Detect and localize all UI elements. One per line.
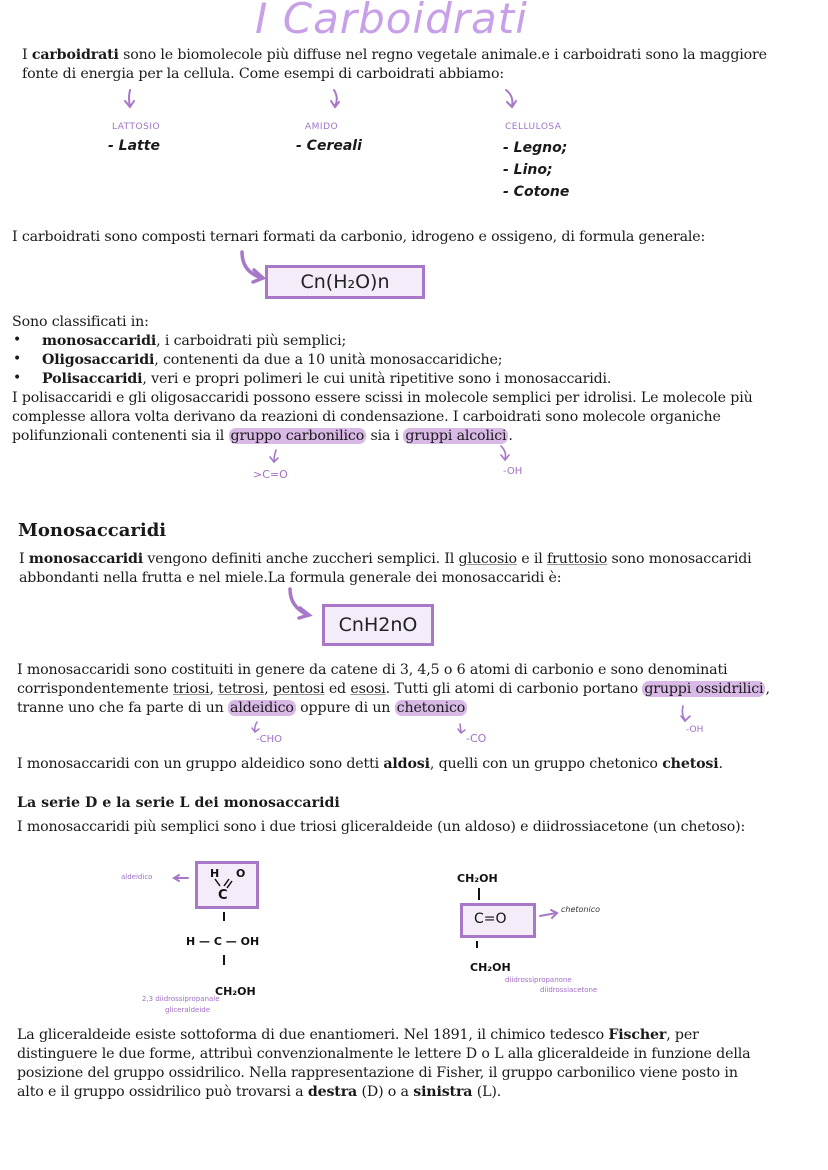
example-item: - Lino; <box>503 162 553 178</box>
arrow-right-icon <box>538 910 560 920</box>
bullet-icon: • <box>13 370 22 386</box>
paragraph-line: I monosaccaridi vengono definiti anche zuccheri semplici. Il glucosio e il fruttosio sono monosaccaridi <box>19 551 752 567</box>
paragraph-line: corrispondentemente triosi, tetrosi, pentosi ed esosi. Tutti gli atomi di carbonio portano gruppi ossidrilici , <box>17 681 770 697</box>
chem-row: C=O <box>474 911 507 927</box>
paragraph-line: distinguere le due forme, attribuì convenzionalmente le lettere D o L alla gliceraldeide in funzione della <box>17 1046 751 1062</box>
aldose-name: 2,3 diidrossipropanale <box>142 995 220 1003</box>
arrow-icon <box>498 444 512 462</box>
arrow-icon <box>250 720 262 734</box>
paragraph-line: alto e il gruppo ossidrilico può trovarsi a destra (D) o a sinistra (L). <box>17 1084 502 1100</box>
label-chetonico: chetonico <box>561 905 601 914</box>
highlight-aldeidico: aldeidico <box>230 700 294 716</box>
ketose-name: diidrossiacetone <box>540 986 598 994</box>
paragraph-line: I monosaccaridi più semplici sono i due triosi gliceraldeide (un aldoso) e diidrossiacetone (un chetoso): <box>17 819 746 835</box>
intro-line-1: I carboidrati sono le biomolecole più diffuse nel regno vegetale animale.e i carboidrati sono la maggiore <box>22 47 767 63</box>
arrow-icon <box>120 88 140 110</box>
bond-line <box>478 888 480 900</box>
example-name-cellulosa: CELLULOSA <box>505 122 562 132</box>
paragraph-line: I monosaccaridi con un gruppo aldeidico sono detti aldosi, quelli con un gruppo chetonico chetosi. <box>17 756 723 772</box>
section-heading: Monosaccaridi <box>18 520 167 541</box>
classification-intro: Sono classificati in: <box>12 314 149 330</box>
subsection-heading: La serie D e la serie L dei monosaccaridi <box>17 795 340 811</box>
term-carboidrati: carboidrati <box>31 47 119 63</box>
chem-row: CH₂OH <box>215 985 256 998</box>
page-title: I Carboidrati <box>255 0 528 43</box>
composition-text: I carboidrati sono composti ternari formati da carbonio, idrogeno e ossigeno, di formula generale: <box>12 229 706 245</box>
intro-line-2: fonte di energia per la cellula. Come esempi di carboidrati abbiamo: <box>22 66 504 82</box>
bond-line <box>223 955 225 965</box>
bond-line <box>223 912 225 921</box>
note-carbonyl: >C=O <box>253 468 288 481</box>
arrow-icon <box>268 448 282 464</box>
ketose-name: diidrossipropanone <box>505 976 572 984</box>
note-oh: -OH <box>686 725 704 735</box>
monosaccharide-formula-box: CnH2nO <box>322 604 434 646</box>
paragraph-line: abbondanti nella frutta e nel miele.La formula generale dei monosaccaridi è: <box>19 570 562 586</box>
atom-c: C <box>218 888 228 903</box>
note-cho: -CHO <box>256 734 282 745</box>
bullet-icon: • <box>13 332 22 348</box>
chem-row: CH₂OH <box>470 961 511 974</box>
note-alcohol: -OH <box>503 466 523 477</box>
example-name-amido: AMIDO <box>305 122 339 132</box>
highlight-chetonico: chetonico <box>396 700 466 716</box>
aldose-name: gliceraldeide <box>165 1006 211 1014</box>
atom-o: O <box>236 867 246 880</box>
arrow-icon <box>326 88 346 110</box>
example-name-lattosio: LATTOSIO <box>112 122 161 132</box>
example-item: - Cotone <box>503 184 570 200</box>
example-item: - Latte <box>108 138 160 154</box>
chem-row: H — C — OH <box>186 935 260 948</box>
paragraph-line: I monosaccaridi sono costituiti in genere da catene di 3, 4,5 o 6 atomi di carbonio e sono denominati <box>17 662 728 678</box>
paragraph-line: tranne uno che fa parte di un aldeidico oppure di un chetonico <box>17 700 466 716</box>
bullet-item: Polisaccaridi, veri e propri polimeri le cui unità ripetitive sono i monosaccaridi. <box>42 371 612 387</box>
bullet-item: Oligosaccaridi, contenenti da due a 10 unità monosaccaridiche; <box>42 352 503 368</box>
paragraph-line: posizione del gruppo ossidrilico. Nella rappresentazione di Fisher, il gruppo carbonilico viene posto in <box>17 1065 738 1081</box>
arrow-icon <box>677 704 693 724</box>
label-aldeidico: aldeidico <box>121 873 153 881</box>
highlight-ossidrilici: gruppi ossidrilici <box>644 681 764 697</box>
chem-row: CH₂OH <box>457 872 498 885</box>
example-item: - Legno; <box>503 140 568 156</box>
general-formula-box: Cn(H₂O)n <box>265 265 425 299</box>
arrow-icon <box>238 250 268 284</box>
highlight-carbonilico: gruppo carbonilico <box>230 428 365 444</box>
paragraph-line: complesse allora volta derivano da reazioni di condensazione. I carboidrati sono molecole organiche <box>12 409 721 425</box>
paragraph-line: La gliceraldeide esiste sottoforma di due enantiomeri. Nel 1891, il chimico tedesco Fischer, per <box>17 1027 699 1043</box>
example-item: - Cereali <box>296 138 362 154</box>
bond-line <box>476 941 478 948</box>
atom-h: H <box>210 867 220 880</box>
paragraph-line: polifunzionali contenenti sia il gruppo carbonilico sia i gruppi alcolici . <box>12 428 513 444</box>
bullet-item: monosaccaridi, i carboidrati più semplici; <box>42 333 347 349</box>
arrow-icon <box>286 587 316 621</box>
arrow-icon <box>500 88 520 110</box>
arrow-left-icon <box>172 874 190 882</box>
note-co: -CO <box>466 732 487 745</box>
paragraph-line: I polisaccaridi e gli oligosaccaridi possono essere scissi in molecole semplici per idrolisi. Le molecole più <box>12 390 753 406</box>
highlight-alcolici: gruppi alcolici <box>405 428 507 444</box>
bullet-icon: • <box>13 351 22 367</box>
